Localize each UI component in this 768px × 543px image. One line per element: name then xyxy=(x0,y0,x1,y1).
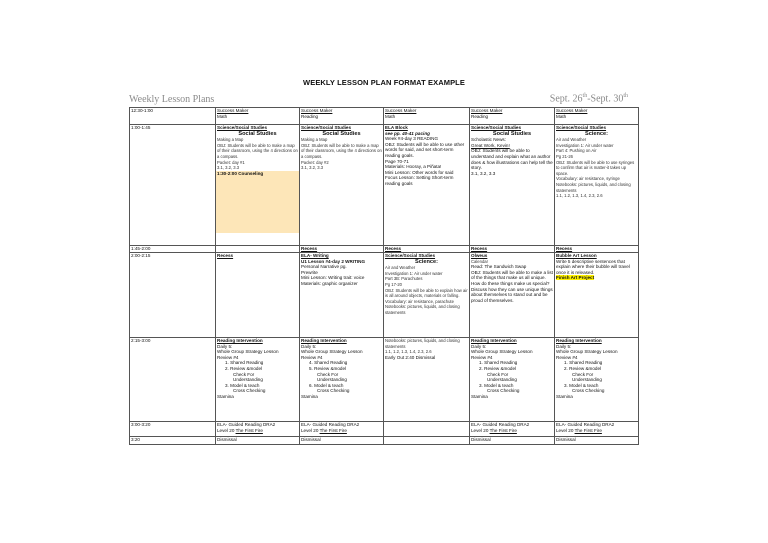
schedule-cell: Recess xyxy=(555,246,639,253)
schedule-cell: ELA- Guided Reading DRA2 Level 20 The First Fire xyxy=(470,422,555,437)
table-row xyxy=(130,422,639,437)
schedule-cell: ELA- Guided Reading DRA2 Level 20 The First Fire xyxy=(555,422,639,437)
table-row xyxy=(130,338,639,422)
empty-cell xyxy=(384,437,470,445)
schedule-cell: Success Maker Reading xyxy=(470,108,555,125)
schedule-cell: Reading Intervention Daily 5: Whole Group Strategy Lesson Review #4 1. Shared Reading 2. Review &model Check For Understanding 3. Model & teach Cross Checking Stamina xyxy=(555,338,639,422)
schedule-cell: Bubble Art Lesson Write 5 descriptive sentences that explain where their bubble will travel once it is released. Finish Art Project xyxy=(555,253,639,338)
schedule-cell: ELA- Guided Reading DRA2 Level 20 The First Fire xyxy=(216,422,300,437)
schedule-cell: Dismissal xyxy=(216,437,300,445)
highlighted-note: Finish Art Project xyxy=(556,275,595,281)
counseling-note: 1:30-2:00 Counseling xyxy=(217,171,298,177)
time-cell: 1:00-1:45 xyxy=(130,125,216,246)
schedule-cell: Recess xyxy=(470,246,555,253)
schedule-cell: Reading Intervention Daily 5: Whole Group Strategy Lesson Review #4 1. Shared Reading 2. Review &model Check For Understanding 3. Model & teach Cross Checking Stamina xyxy=(470,338,555,422)
lesson-plan-table xyxy=(129,107,639,445)
table-row xyxy=(130,108,639,125)
time-cell: 2:00-2:15 xyxy=(130,253,216,338)
time-cell: 1:45-2:00 xyxy=(130,246,216,253)
schedule-cell: ELA- Writing U1 Lesson #4-day 2 WRITING Personal Narrative pg. Prewrite Mini Lesson: Writing trait: voice Materials: graphic organizer xyxy=(300,253,384,338)
schedule-cell: Success Maker Math xyxy=(216,108,300,125)
date-range: Sept. 26th-Sept. 30th xyxy=(549,93,628,105)
time-cell: 3:20 xyxy=(130,437,216,445)
schedule-cell: Success Maker Math xyxy=(384,108,470,125)
table-row xyxy=(130,253,639,338)
schedule-cell: Science/Social Studies Social Studies Scholastic News: Great Work, Kevin! OBJ: Students will be able to understand and explain what an author does & how illustrations can help tell the story. 3.1, 3.2, 3.3 xyxy=(470,125,555,246)
schedule-cell: Recess xyxy=(384,246,470,253)
empty-cell xyxy=(384,422,470,437)
empty-cell xyxy=(216,246,300,253)
weekly-lesson-plans-label: Weekly Lesson Plans xyxy=(129,94,215,105)
time-cell: 3:00-3:20 xyxy=(130,422,216,437)
schedule-cell: Recess xyxy=(300,246,384,253)
schedule-cell: Dismissal xyxy=(300,437,384,445)
schedule-cell: Reading Intervention Daily 5: Whole Group Strategy Lesson Review #4 4. Shared Reading 5. Review &model Check For Understanding 6. Model & teach Cross Checking Stamina xyxy=(300,338,384,422)
table-row xyxy=(130,125,639,246)
schedule-cell: Science/Social Studies Science: Air and Weather Investigation 1: Air under water Part 3B: Parachutes Pg 17-20 OBJ: Students will be able to explain how air is all around objects, materials or falling. Vocabulary: air resistance, parachute Notebooks: pictures, liquids, and closing statements xyxy=(384,253,470,338)
schedule-cell: Science/Social Studies Social Studies Making a Map OBJ: Students will be able to make a map of their classroom, using the 4 directions on a compass. Packet: day #2 3.1, 3.2, 3.3 xyxy=(300,125,384,246)
schedule-cell: Olweus Calendar Read: The Sandwich Swap OBJ: Students will be able to make a list of the things that make us all unique. How do these things make us special? Discuss how they can use unique things about themselves to stand out and be proud of themselves. xyxy=(470,253,555,338)
schedule-cell: Science/Social Studies Science: Air and Weather Investigation 1: Air under water Part 4: Pushing on Air Pg 21-26 OBJ: Students will be able to use syringes to confirm that air is matter-it takes up space. Vocabulary: air resistance, syringe Notebooks: pictures, liquids, and closing statements 1.1, 1.2, 1.3, 1.4, 2.3, 2.6 xyxy=(555,125,639,246)
schedule-cell: Reading Intervention Daily 5: Whole Group Strategy Lesson Review #4 1. Shared Reading 2. Review &model Check For Understanding 3. Model & teach Cross Checking Stamina xyxy=(216,338,300,422)
time-cell: 2:15-3:00 xyxy=(130,338,216,422)
schedule-cell: ELA Block see pp. 40-41 pacing Week #4-day 3 READING OBJ: Students will be able to use other words for said, and set short-term reading goals. Page 70-71 Materials: Hooray, a Piñata! Mini Lesson: Other words for said Focus Lesson: Setting Short-term reading goals xyxy=(384,125,470,246)
schedule-cell: ELA- Guided Reading DRA2 Level 20 The First Fire xyxy=(300,422,384,437)
schedule-cell: Recess xyxy=(216,253,300,338)
table-row xyxy=(130,246,639,253)
page-title: WEEKLY LESSON PLAN FORMAT EXAMPLE xyxy=(303,78,465,87)
schedule-cell: Science/Social Studies Social Studies Making a Map OBJ: Students will be able to make a map of their classroom, using the 4 directions on a compass. Packet: day #1 3.1, 3.2, 3.3 1:30-2:00 Counseling xyxy=(216,125,300,246)
schedule-cell: Dismissal xyxy=(470,437,555,445)
schedule-cell: Success Maker Reading xyxy=(300,108,384,125)
schedule-cell: Success Maker Math xyxy=(555,108,639,125)
time-cell: 12:30-1:00 xyxy=(130,108,216,125)
table-row xyxy=(130,437,639,445)
schedule-cell: Notebooks: pictures, liquids, and closing statements 1.1, 1.2, 1.3, 1.4, 2.3, 2.6 Early Out 2:40 Dismissal xyxy=(384,338,470,422)
schedule-cell: Dismissal xyxy=(555,437,639,445)
